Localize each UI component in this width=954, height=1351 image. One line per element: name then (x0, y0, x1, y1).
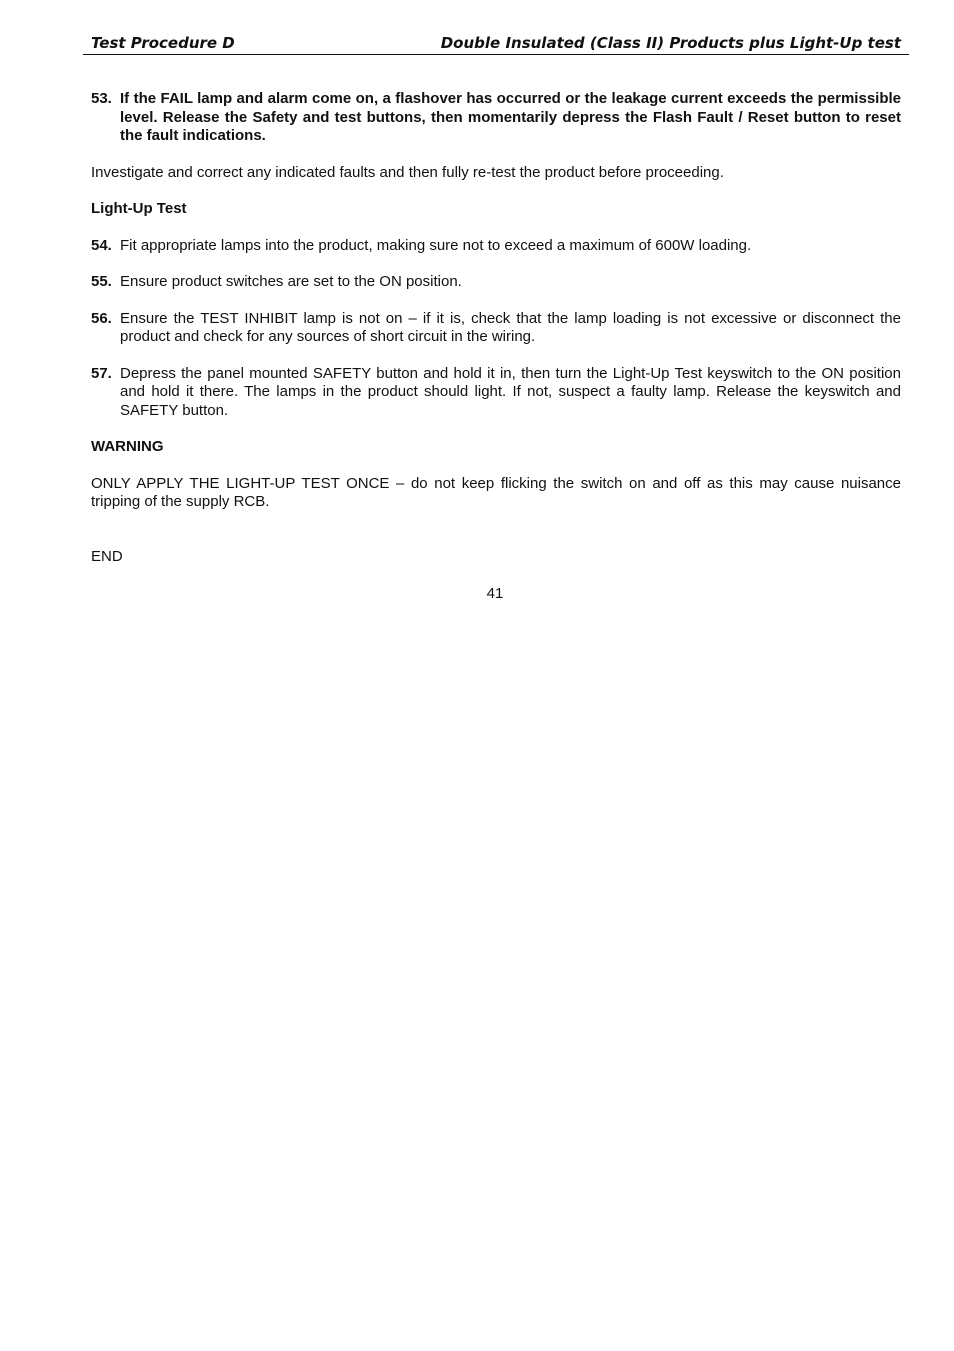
step-text: Ensure the TEST INHIBIT lamp is not on – if it is, check that the lamp loading is not excessive or disconnect the product and check for any sources of short circuit in the wiring. (120, 309, 901, 345)
page-header (83, 34, 909, 55)
investigate-paragraph: Investigate and correct any indicated faults and then fully re-test the product before proceeding. (91, 163, 724, 181)
warning-paragraph: ONLY APPLY THE LIGHT-UP TEST ONCE – do not keep flicking the switch on and off as this may cause nuisance tripping of the supply RCB. (91, 474, 901, 510)
warning-heading: WARNING (91, 438, 164, 455)
header-section-title: Double Insulated (Class II) Products plus Light-Up test (440, 34, 901, 52)
step-number: 53. (91, 90, 112, 107)
step-number: 56. (91, 309, 112, 327)
step-text: Fit appropriate lamps into the product, making sure not to exceed a maximum of 600W loading. (120, 236, 752, 254)
header-procedure-title: Test Procedure D (91, 34, 235, 52)
step-55 (91, 273, 901, 292)
page-content (91, 90, 901, 582)
step-number: 54. (91, 236, 112, 254)
step-number: 57. (91, 364, 112, 382)
step-54 (91, 237, 901, 256)
step-text: If the FAIL lamp and alarm come on, a flashover has occurred or the leakage current exceeds the permissible level. Release the Safety and test buttons, then momentarily depress the Flash Fault / Reset button to reset the fault indications. (120, 90, 901, 144)
step-57 (91, 365, 901, 421)
end-marker: END (91, 547, 123, 565)
step-56 (91, 310, 901, 347)
step-number: 55. (91, 273, 112, 290)
step-text: Depress the panel mounted SAFETY button and hold it in, then turn the Light-Up Test keyswitch to the ON position and hold it there. The lamps in the product should light. If not, suspect a faulty lamp. Release the keyswitch and SAFETY button. (120, 364, 901, 419)
page-number: 41 (486, 585, 504, 602)
step-53 (91, 90, 901, 146)
light-up-test-heading: Light-Up Test (91, 200, 187, 217)
step-text: Ensure product switches are set to the ON position. (120, 273, 462, 290)
